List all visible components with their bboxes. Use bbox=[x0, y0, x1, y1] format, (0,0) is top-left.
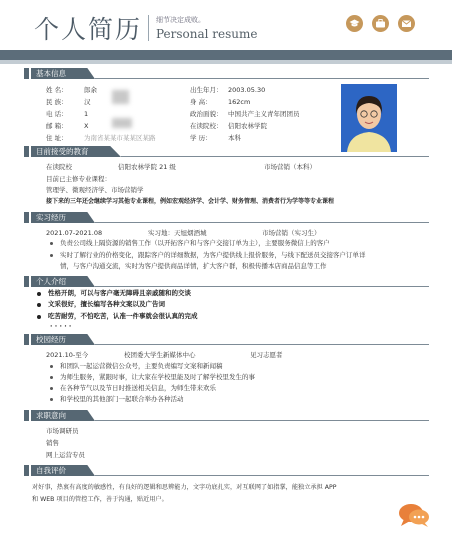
campus-item: 为师生服务，紧跟时事，让大家在学校里能及时了解学校里发生的事 bbox=[60, 373, 255, 381]
personal-ellipsis: · · · · · bbox=[50, 322, 72, 330]
personal-item: 性格开朗，可以与客户毫无障碍且亲戚随和的交谈 bbox=[48, 289, 191, 297]
section-title-evaluation: 自我评价 bbox=[36, 466, 66, 475]
header-band bbox=[0, 50, 452, 60]
section-stub bbox=[24, 146, 29, 157]
courses-title: 目前已主修专业课程： bbox=[46, 175, 111, 183]
politics-label: 政治面貌： bbox=[190, 110, 223, 118]
intern-period: 2021.07-2021.08 bbox=[46, 229, 103, 237]
section-line bbox=[95, 420, 429, 421]
redacted-block bbox=[112, 118, 132, 128]
bullet bbox=[37, 315, 41, 319]
section-line bbox=[95, 475, 429, 476]
intern-role: 市场营销（实习生） bbox=[262, 229, 321, 237]
section-stub bbox=[24, 334, 29, 345]
height-value: 162cm bbox=[228, 98, 251, 106]
section-stub bbox=[24, 68, 29, 79]
header-band-light bbox=[0, 60, 452, 64]
intern-item: 实时了解行业的价格变化，跟踪客户的详细数据，为客户提供线上报价服务，与线下配送员交接客户订单详 bbox=[60, 251, 366, 259]
school-value: 信阳农林学院 bbox=[228, 122, 267, 130]
section-line bbox=[95, 344, 429, 345]
title-english: Personal resume bbox=[156, 27, 258, 41]
height-label: 身 高： bbox=[190, 98, 212, 106]
school-label: 在读院校： bbox=[190, 122, 223, 130]
briefcase-icon bbox=[372, 15, 389, 32]
slogan: 细节决定成败。 bbox=[156, 16, 205, 24]
section-title-job: 求职意向 bbox=[36, 411, 66, 420]
politics-value: 中国共产主义青年团团员 bbox=[228, 110, 300, 118]
name-label: 姓 名： bbox=[46, 86, 68, 94]
personal-item: 吃苦耐劳，不怕吃苦，认准一件事就会很认真的完成 bbox=[48, 312, 198, 320]
intern-item: 情，与客户沟通交流，实时为客户提供商品详情，扩大客户群，积极传播本店商品信息等工作 bbox=[60, 262, 327, 270]
section-title-personal: 个人介绍 bbox=[36, 277, 66, 286]
evaluation-line1: 对好事，热衷有高度的敏感性，有良好的逻辑和思辨能力，文字功底扎实，对互联网了如指掌，能独立承担 APP bbox=[32, 484, 337, 491]
degree-label: 学 历： bbox=[190, 134, 212, 142]
job-item: 网上运营专员 bbox=[46, 451, 85, 459]
bullet bbox=[37, 303, 41, 307]
section-title-internship: 实习经历 bbox=[36, 213, 66, 222]
courses-line1: 管理学、微观经济学、市场营销学 bbox=[46, 186, 144, 194]
edu-school: 信阳农林学院 21 级 bbox=[118, 163, 176, 171]
envelope-icon bbox=[398, 15, 415, 32]
bullet bbox=[50, 242, 53, 245]
degree-value: 本科 bbox=[228, 134, 241, 142]
profile-photo bbox=[341, 84, 397, 152]
birth-value: 2003.05.30 bbox=[228, 86, 266, 94]
title-divider bbox=[148, 15, 149, 41]
section-stub bbox=[24, 276, 29, 287]
campus-item: 和学校里的其他部门一起联合举办各种活动 bbox=[60, 395, 184, 403]
campus-item: 和团队一起运营微信公众号，主要负责编写文案和新闻稿 bbox=[60, 362, 223, 370]
courses-line2: 接下来的三年还会继续学习其他专业课程，例如宏观经济学、会计学、财务管理、消费者行为学等等专业课程 bbox=[46, 198, 335, 205]
resume-title: 个人简历 bbox=[34, 15, 143, 44]
intern-item: 负责公司线上隔资源的销售工作（以开拓客户和与客户交接订单为主），主要服务微信上的客户 bbox=[60, 239, 330, 247]
section-title-basic: 基本信息 bbox=[36, 69, 66, 78]
name-value: 郎余 bbox=[84, 86, 97, 94]
phone-value: 1 bbox=[84, 110, 89, 118]
campus-item: 在各种节气以及节日时推送相关信息，为师生带来欢乐 bbox=[60, 384, 216, 392]
section-stub bbox=[24, 465, 29, 476]
bullet bbox=[50, 365, 53, 368]
section-line bbox=[95, 222, 429, 223]
job-item: 市场调研员 bbox=[46, 427, 79, 435]
bullet bbox=[50, 254, 53, 257]
edu-school-label: 在读院校 bbox=[46, 163, 72, 171]
birth-label: 出生年月： bbox=[190, 86, 223, 94]
address-label: 住 址： bbox=[46, 134, 68, 142]
section-line bbox=[95, 286, 429, 287]
section-line bbox=[121, 156, 429, 157]
redacted-block bbox=[112, 90, 129, 104]
edu-major: 市场营销（本科） bbox=[264, 163, 316, 171]
section-stub bbox=[24, 410, 29, 421]
email-value: X bbox=[84, 122, 89, 130]
phone-label: 电 话： bbox=[46, 110, 68, 118]
evaluation-line2: 和 WEB 项目的管控工作，善于沟通，贴近用户。 bbox=[32, 496, 168, 503]
campus-org: 校团委大学生新媒体中心 bbox=[124, 351, 196, 359]
ethnicity-label: 民 族： bbox=[46, 98, 68, 106]
section-stub bbox=[24, 212, 29, 223]
chat-bubble-icon bbox=[398, 502, 430, 532]
section-line bbox=[95, 78, 429, 79]
bullet bbox=[50, 376, 53, 379]
bullet bbox=[50, 387, 53, 390]
graduation-cap-icon bbox=[346, 15, 363, 32]
bullet bbox=[50, 398, 53, 401]
campus-period: 2021.10-至今 bbox=[46, 351, 89, 359]
email-label: 邮 箱： bbox=[46, 122, 68, 130]
personal-item: 文采很好，擅长编写各种文案以及广告词 bbox=[48, 300, 165, 308]
bullet bbox=[37, 292, 41, 296]
address-value: 为南省某某市某某区某路 bbox=[84, 134, 156, 142]
ethnicity-value: 汉 bbox=[84, 98, 91, 106]
campus-role: 见习志愿者 bbox=[250, 351, 283, 359]
section-title-campus: 校园经历 bbox=[36, 335, 66, 344]
section-title-education: 目前接受的教育 bbox=[36, 147, 89, 156]
job-item: 销售 bbox=[46, 439, 59, 447]
intern-place: 实习地：天旭烟酒城 bbox=[148, 229, 207, 237]
